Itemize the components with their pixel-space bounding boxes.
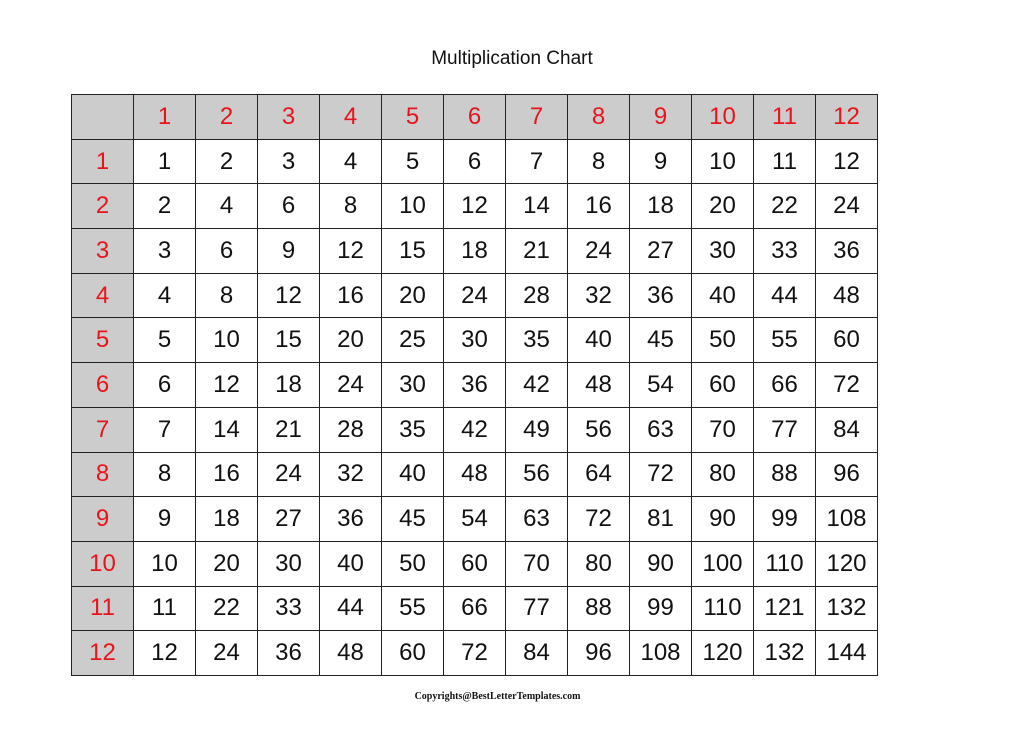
row-header: 4 bbox=[72, 273, 134, 318]
product-cell: 60 bbox=[816, 318, 878, 363]
product-cell: 120 bbox=[692, 631, 754, 676]
corner-cell bbox=[72, 95, 134, 140]
column-header: 6 bbox=[444, 95, 506, 140]
row-header: 9 bbox=[72, 497, 134, 542]
product-cell: 30 bbox=[444, 318, 506, 363]
product-cell: 20 bbox=[692, 184, 754, 229]
product-cell: 56 bbox=[568, 407, 630, 452]
product-cell: 100 bbox=[692, 541, 754, 586]
product-cell: 1 bbox=[134, 139, 196, 184]
table-row bbox=[72, 497, 878, 542]
product-cell: 45 bbox=[382, 497, 444, 542]
product-cell: 66 bbox=[444, 586, 506, 631]
product-cell: 20 bbox=[320, 318, 382, 363]
product-cell: 35 bbox=[506, 318, 568, 363]
product-cell: 24 bbox=[320, 363, 382, 408]
product-cell: 9 bbox=[134, 497, 196, 542]
product-cell: 2 bbox=[134, 184, 196, 229]
column-header: 10 bbox=[692, 95, 754, 140]
row-header: 11 bbox=[72, 586, 134, 631]
column-header: 12 bbox=[816, 95, 878, 140]
product-cell: 18 bbox=[196, 497, 258, 542]
table-row bbox=[72, 631, 878, 676]
product-cell: 110 bbox=[754, 541, 816, 586]
product-cell: 64 bbox=[568, 452, 630, 497]
table-row bbox=[72, 229, 878, 274]
column-header: 3 bbox=[258, 95, 320, 140]
table-row bbox=[72, 407, 878, 452]
product-cell: 42 bbox=[444, 407, 506, 452]
product-cell: 88 bbox=[568, 586, 630, 631]
product-cell: 40 bbox=[320, 541, 382, 586]
product-cell: 20 bbox=[196, 541, 258, 586]
product-cell: 24 bbox=[444, 273, 506, 318]
table-row bbox=[72, 273, 878, 318]
table-row bbox=[72, 184, 878, 229]
column-header: 11 bbox=[754, 95, 816, 140]
product-cell: 63 bbox=[506, 497, 568, 542]
product-cell: 20 bbox=[382, 273, 444, 318]
product-cell: 72 bbox=[444, 631, 506, 676]
product-cell: 77 bbox=[506, 586, 568, 631]
column-header: 2 bbox=[196, 95, 258, 140]
product-cell: 50 bbox=[692, 318, 754, 363]
product-cell: 88 bbox=[754, 452, 816, 497]
product-cell: 60 bbox=[692, 363, 754, 408]
product-cell: 12 bbox=[444, 184, 506, 229]
product-cell: 4 bbox=[320, 139, 382, 184]
product-cell: 32 bbox=[568, 273, 630, 318]
product-cell: 84 bbox=[506, 631, 568, 676]
product-cell: 11 bbox=[754, 139, 816, 184]
row-header: 7 bbox=[72, 407, 134, 452]
product-cell: 28 bbox=[506, 273, 568, 318]
product-cell: 40 bbox=[692, 273, 754, 318]
product-cell: 12 bbox=[258, 273, 320, 318]
product-cell: 55 bbox=[382, 586, 444, 631]
product-cell: 72 bbox=[816, 363, 878, 408]
product-cell: 96 bbox=[568, 631, 630, 676]
product-cell: 81 bbox=[630, 497, 692, 542]
product-cell: 108 bbox=[816, 497, 878, 542]
product-cell: 84 bbox=[816, 407, 878, 452]
product-cell: 80 bbox=[568, 541, 630, 586]
column-header: 5 bbox=[382, 95, 444, 140]
product-cell: 22 bbox=[196, 586, 258, 631]
product-cell: 24 bbox=[816, 184, 878, 229]
product-cell: 33 bbox=[754, 229, 816, 274]
product-cell: 48 bbox=[568, 363, 630, 408]
product-cell: 40 bbox=[568, 318, 630, 363]
row-header: 8 bbox=[72, 452, 134, 497]
product-cell: 12 bbox=[196, 363, 258, 408]
row-header: 6 bbox=[72, 363, 134, 408]
product-cell: 14 bbox=[196, 407, 258, 452]
product-cell: 18 bbox=[258, 363, 320, 408]
product-cell: 21 bbox=[258, 407, 320, 452]
product-cell: 3 bbox=[134, 229, 196, 274]
table-row bbox=[72, 363, 878, 408]
product-cell: 7 bbox=[134, 407, 196, 452]
table-body bbox=[72, 95, 878, 676]
product-cell: 77 bbox=[754, 407, 816, 452]
product-cell: 44 bbox=[320, 586, 382, 631]
product-cell: 48 bbox=[444, 452, 506, 497]
product-cell: 8 bbox=[134, 452, 196, 497]
product-cell: 5 bbox=[134, 318, 196, 363]
table-row bbox=[72, 139, 878, 184]
product-cell: 24 bbox=[196, 631, 258, 676]
product-cell: 50 bbox=[382, 541, 444, 586]
product-cell: 18 bbox=[444, 229, 506, 274]
product-cell: 121 bbox=[754, 586, 816, 631]
product-cell: 132 bbox=[816, 586, 878, 631]
product-cell: 80 bbox=[692, 452, 754, 497]
product-cell: 90 bbox=[630, 541, 692, 586]
product-cell: 24 bbox=[568, 229, 630, 274]
product-cell: 60 bbox=[444, 541, 506, 586]
row-header: 5 bbox=[72, 318, 134, 363]
product-cell: 4 bbox=[196, 184, 258, 229]
product-cell: 36 bbox=[630, 273, 692, 318]
product-cell: 10 bbox=[134, 541, 196, 586]
product-cell: 3 bbox=[258, 139, 320, 184]
product-cell: 60 bbox=[382, 631, 444, 676]
product-cell: 24 bbox=[258, 452, 320, 497]
product-cell: 15 bbox=[258, 318, 320, 363]
product-cell: 70 bbox=[692, 407, 754, 452]
product-cell: 48 bbox=[320, 631, 382, 676]
multiplication-table bbox=[71, 94, 878, 676]
product-cell: 10 bbox=[382, 184, 444, 229]
column-header: 4 bbox=[320, 95, 382, 140]
product-cell: 12 bbox=[816, 139, 878, 184]
product-cell: 36 bbox=[320, 497, 382, 542]
product-cell: 4 bbox=[134, 273, 196, 318]
row-header: 3 bbox=[72, 229, 134, 274]
product-cell: 8 bbox=[320, 184, 382, 229]
product-cell: 12 bbox=[320, 229, 382, 274]
product-cell: 6 bbox=[258, 184, 320, 229]
row-header: 12 bbox=[72, 631, 134, 676]
product-cell: 48 bbox=[816, 273, 878, 318]
page-title: Multiplication Chart bbox=[431, 48, 593, 69]
product-cell: 99 bbox=[754, 497, 816, 542]
product-cell: 44 bbox=[754, 273, 816, 318]
product-cell: 30 bbox=[258, 541, 320, 586]
product-cell: 9 bbox=[630, 139, 692, 184]
product-cell: 22 bbox=[754, 184, 816, 229]
copyright-footer: Copyrights@BestLetterTemplates.com bbox=[414, 691, 581, 702]
product-cell: 15 bbox=[382, 229, 444, 274]
product-cell: 54 bbox=[630, 363, 692, 408]
product-cell: 8 bbox=[568, 139, 630, 184]
product-cell: 32 bbox=[320, 452, 382, 497]
product-cell: 72 bbox=[630, 452, 692, 497]
product-cell: 96 bbox=[816, 452, 878, 497]
product-cell: 2 bbox=[196, 139, 258, 184]
product-cell: 11 bbox=[134, 586, 196, 631]
product-cell: 30 bbox=[382, 363, 444, 408]
product-cell: 21 bbox=[506, 229, 568, 274]
column-header: 9 bbox=[630, 95, 692, 140]
column-header: 7 bbox=[506, 95, 568, 140]
product-cell: 10 bbox=[196, 318, 258, 363]
row-header: 10 bbox=[72, 541, 134, 586]
product-cell: 110 bbox=[692, 586, 754, 631]
product-cell: 8 bbox=[196, 273, 258, 318]
product-cell: 55 bbox=[754, 318, 816, 363]
product-cell: 9 bbox=[258, 229, 320, 274]
column-header: 8 bbox=[568, 95, 630, 140]
product-cell: 16 bbox=[196, 452, 258, 497]
product-cell: 36 bbox=[258, 631, 320, 676]
row-header: 2 bbox=[72, 184, 134, 229]
product-cell: 63 bbox=[630, 407, 692, 452]
product-cell: 27 bbox=[630, 229, 692, 274]
table-row bbox=[72, 541, 878, 586]
product-cell: 132 bbox=[754, 631, 816, 676]
product-cell: 108 bbox=[630, 631, 692, 676]
product-cell: 12 bbox=[134, 631, 196, 676]
table-row bbox=[72, 318, 878, 363]
product-cell: 144 bbox=[816, 631, 878, 676]
product-cell: 66 bbox=[754, 363, 816, 408]
product-cell: 36 bbox=[444, 363, 506, 408]
product-cell: 25 bbox=[382, 318, 444, 363]
product-cell: 70 bbox=[506, 541, 568, 586]
product-cell: 35 bbox=[382, 407, 444, 452]
product-cell: 14 bbox=[506, 184, 568, 229]
product-cell: 90 bbox=[692, 497, 754, 542]
product-cell: 6 bbox=[134, 363, 196, 408]
product-cell: 18 bbox=[630, 184, 692, 229]
product-cell: 6 bbox=[196, 229, 258, 274]
product-cell: 99 bbox=[630, 586, 692, 631]
product-cell: 120 bbox=[816, 541, 878, 586]
product-cell: 27 bbox=[258, 497, 320, 542]
row-header: 1 bbox=[72, 139, 134, 184]
product-cell: 49 bbox=[506, 407, 568, 452]
product-cell: 6 bbox=[444, 139, 506, 184]
column-header: 1 bbox=[134, 95, 196, 140]
product-cell: 16 bbox=[568, 184, 630, 229]
product-cell: 7 bbox=[506, 139, 568, 184]
product-cell: 54 bbox=[444, 497, 506, 542]
header-row bbox=[72, 95, 878, 140]
product-cell: 40 bbox=[382, 452, 444, 497]
table-row bbox=[72, 452, 878, 497]
product-cell: 10 bbox=[692, 139, 754, 184]
product-cell: 16 bbox=[320, 273, 382, 318]
product-cell: 45 bbox=[630, 318, 692, 363]
product-cell: 33 bbox=[258, 586, 320, 631]
product-cell: 28 bbox=[320, 407, 382, 452]
table-row bbox=[72, 586, 878, 631]
product-cell: 56 bbox=[506, 452, 568, 497]
product-cell: 30 bbox=[692, 229, 754, 274]
product-cell: 42 bbox=[506, 363, 568, 408]
product-cell: 36 bbox=[816, 229, 878, 274]
product-cell: 5 bbox=[382, 139, 444, 184]
product-cell: 72 bbox=[568, 497, 630, 542]
